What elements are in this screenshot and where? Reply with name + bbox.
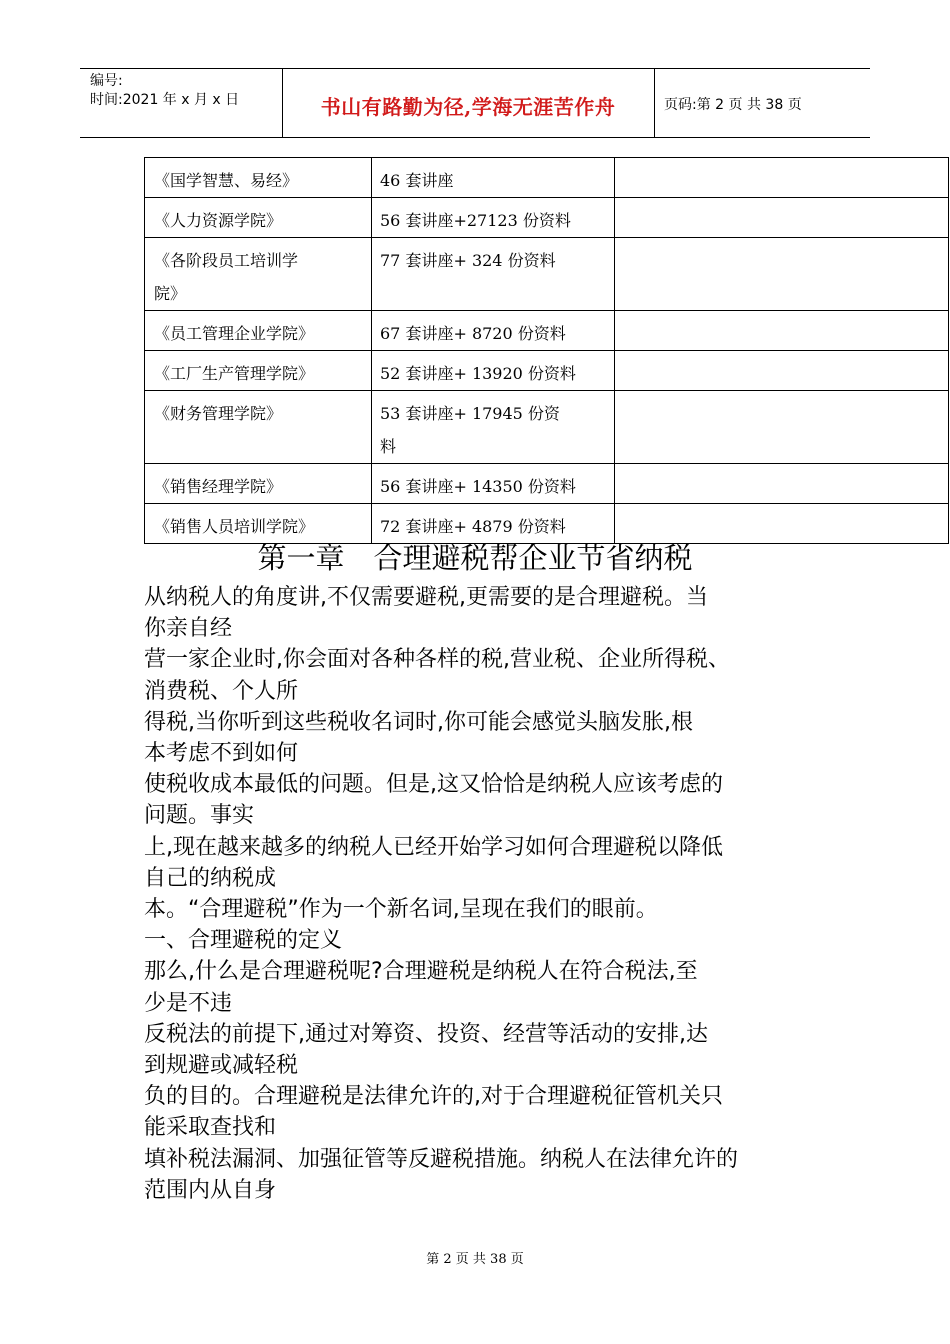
course-name: 《人力资源学院》	[154, 211, 283, 230]
course-name: 《销售经理学院》	[154, 477, 283, 496]
course-table-body	[145, 158, 949, 544]
body-line: 一、合理避税的定义	[144, 928, 343, 954]
course-extra-cell	[615, 391, 949, 464]
course-name: 《工厂生产管理学院》	[154, 364, 315, 383]
body-line: 本。“合理避税”作为一个新名词,呈现在我们的眼前。	[144, 897, 658, 923]
course-name: 《员工管理企业学院》	[154, 324, 315, 343]
course-detail-cell	[372, 238, 615, 311]
course-name-cell	[145, 311, 372, 351]
body-line: 能采取查找和	[144, 1115, 277, 1141]
body-line: 范围内从自身	[144, 1177, 277, 1203]
header-divider	[654, 69, 655, 137]
body-line: 负的目的。合理避税是法律允许的,对于合理避税征管机关只	[144, 1084, 723, 1110]
course-name-cell	[145, 351, 372, 391]
course-detail: 56 套讲座+ 14350 份资料	[380, 477, 576, 496]
body-line: 你亲自经	[144, 616, 233, 642]
body-line: 消费税、个人所	[144, 678, 299, 704]
course-extra-cell	[615, 311, 949, 351]
course-name-cell	[145, 464, 372, 504]
body-line: 得税,当你听到这些税收名词时,你可能会感觉头脑发胀,根	[144, 709, 693, 735]
table-row	[145, 198, 949, 238]
page-header	[80, 68, 870, 138]
course-detail-cell	[372, 351, 615, 391]
course-detail-cell	[372, 464, 615, 504]
table-row	[145, 238, 949, 311]
course-detail: 52 套讲座+ 13920 份资料	[380, 364, 576, 383]
page-footer: 第 2 页 共 38 页	[426, 1252, 524, 1267]
body-line: 上,现在越来越多的纳税人已经开始学习如何合理避税以降低	[144, 834, 723, 860]
body-line: 营一家企业时,你会面对各种各样的税,营业税、企业所得税、	[144, 647, 730, 673]
header-meta	[90, 72, 239, 110]
header-page-info: 页码:第 2 页 共 38 页	[664, 97, 802, 113]
course-table	[144, 157, 949, 544]
course-name-cell	[145, 391, 372, 464]
time-label: 时间:2021 年 x 月 x 日	[90, 92, 240, 108]
course-detail-cell	[372, 391, 615, 464]
course-detail: 53 套讲座+ 17945 份资	[380, 404, 560, 423]
body-line: 使税收成本最低的问题。但是,这又恰恰是纳税人应该考虑的	[144, 772, 723, 798]
course-extra-cell	[615, 464, 949, 504]
table-row	[145, 158, 949, 198]
course-detail-cell	[372, 198, 615, 238]
course-name: 《国学智慧、易经》	[154, 171, 299, 190]
course-name: 院》	[154, 284, 187, 303]
body-line: 反税法的前提下,通过对筹资、投资、经营等活动的安排,达	[144, 1021, 708, 1047]
course-extra-cell	[615, 351, 949, 391]
course-name: 《销售人员培训学院》	[154, 517, 315, 536]
course-extra-cell	[615, 198, 949, 238]
body-line: 少是不违	[144, 990, 233, 1016]
body-line: 自己的纳税成	[144, 865, 277, 891]
course-detail: 料	[380, 437, 397, 456]
table-row	[145, 351, 949, 391]
table-row	[145, 391, 949, 464]
course-extra-cell	[615, 238, 949, 311]
body-line: 填补税法漏洞、加强征管等反避税措施。纳税人在法律允许的	[144, 1146, 739, 1172]
body-line: 问题。事实	[144, 803, 255, 829]
table-row	[145, 464, 949, 504]
body-line: 那么,什么是合理避税呢?合理避税是纳税人在符合税法,至	[144, 959, 698, 985]
body-line: 本考虑不到如何	[144, 741, 299, 767]
number-label: 编号:	[90, 73, 123, 89]
table-row	[145, 311, 949, 351]
course-name-cell	[145, 238, 372, 311]
course-name: 《各阶段员工培训学	[154, 251, 299, 270]
course-name: 《财务管理学院》	[154, 404, 283, 423]
course-detail-cell	[372, 311, 615, 351]
course-detail: 56 套讲座+27123 份资料	[380, 211, 571, 230]
course-name-cell	[145, 158, 372, 198]
body-line: 到规避或减轻税	[144, 1053, 299, 1079]
body-line: 从纳税人的角度讲,不仅需要避税,更需要的是合理避税。当	[144, 585, 708, 610]
body-text	[144, 582, 824, 1206]
course-extra-cell	[615, 158, 949, 198]
course-detail: 67 套讲座+ 8720 份资料	[380, 324, 566, 343]
chapter-title: 第一章 合理避税帮企业节省纳税	[257, 541, 693, 575]
course-detail: 46 套讲座	[380, 171, 454, 190]
header-motto: 书山有路勤为径,学海无涯苦作舟	[320, 95, 616, 119]
course-name-cell	[145, 198, 372, 238]
course-detail: 72 套讲座+ 4879 份资料	[380, 517, 566, 536]
course-detail-cell	[372, 158, 615, 198]
course-detail: 77 套讲座+ 324 份资料	[380, 251, 556, 270]
